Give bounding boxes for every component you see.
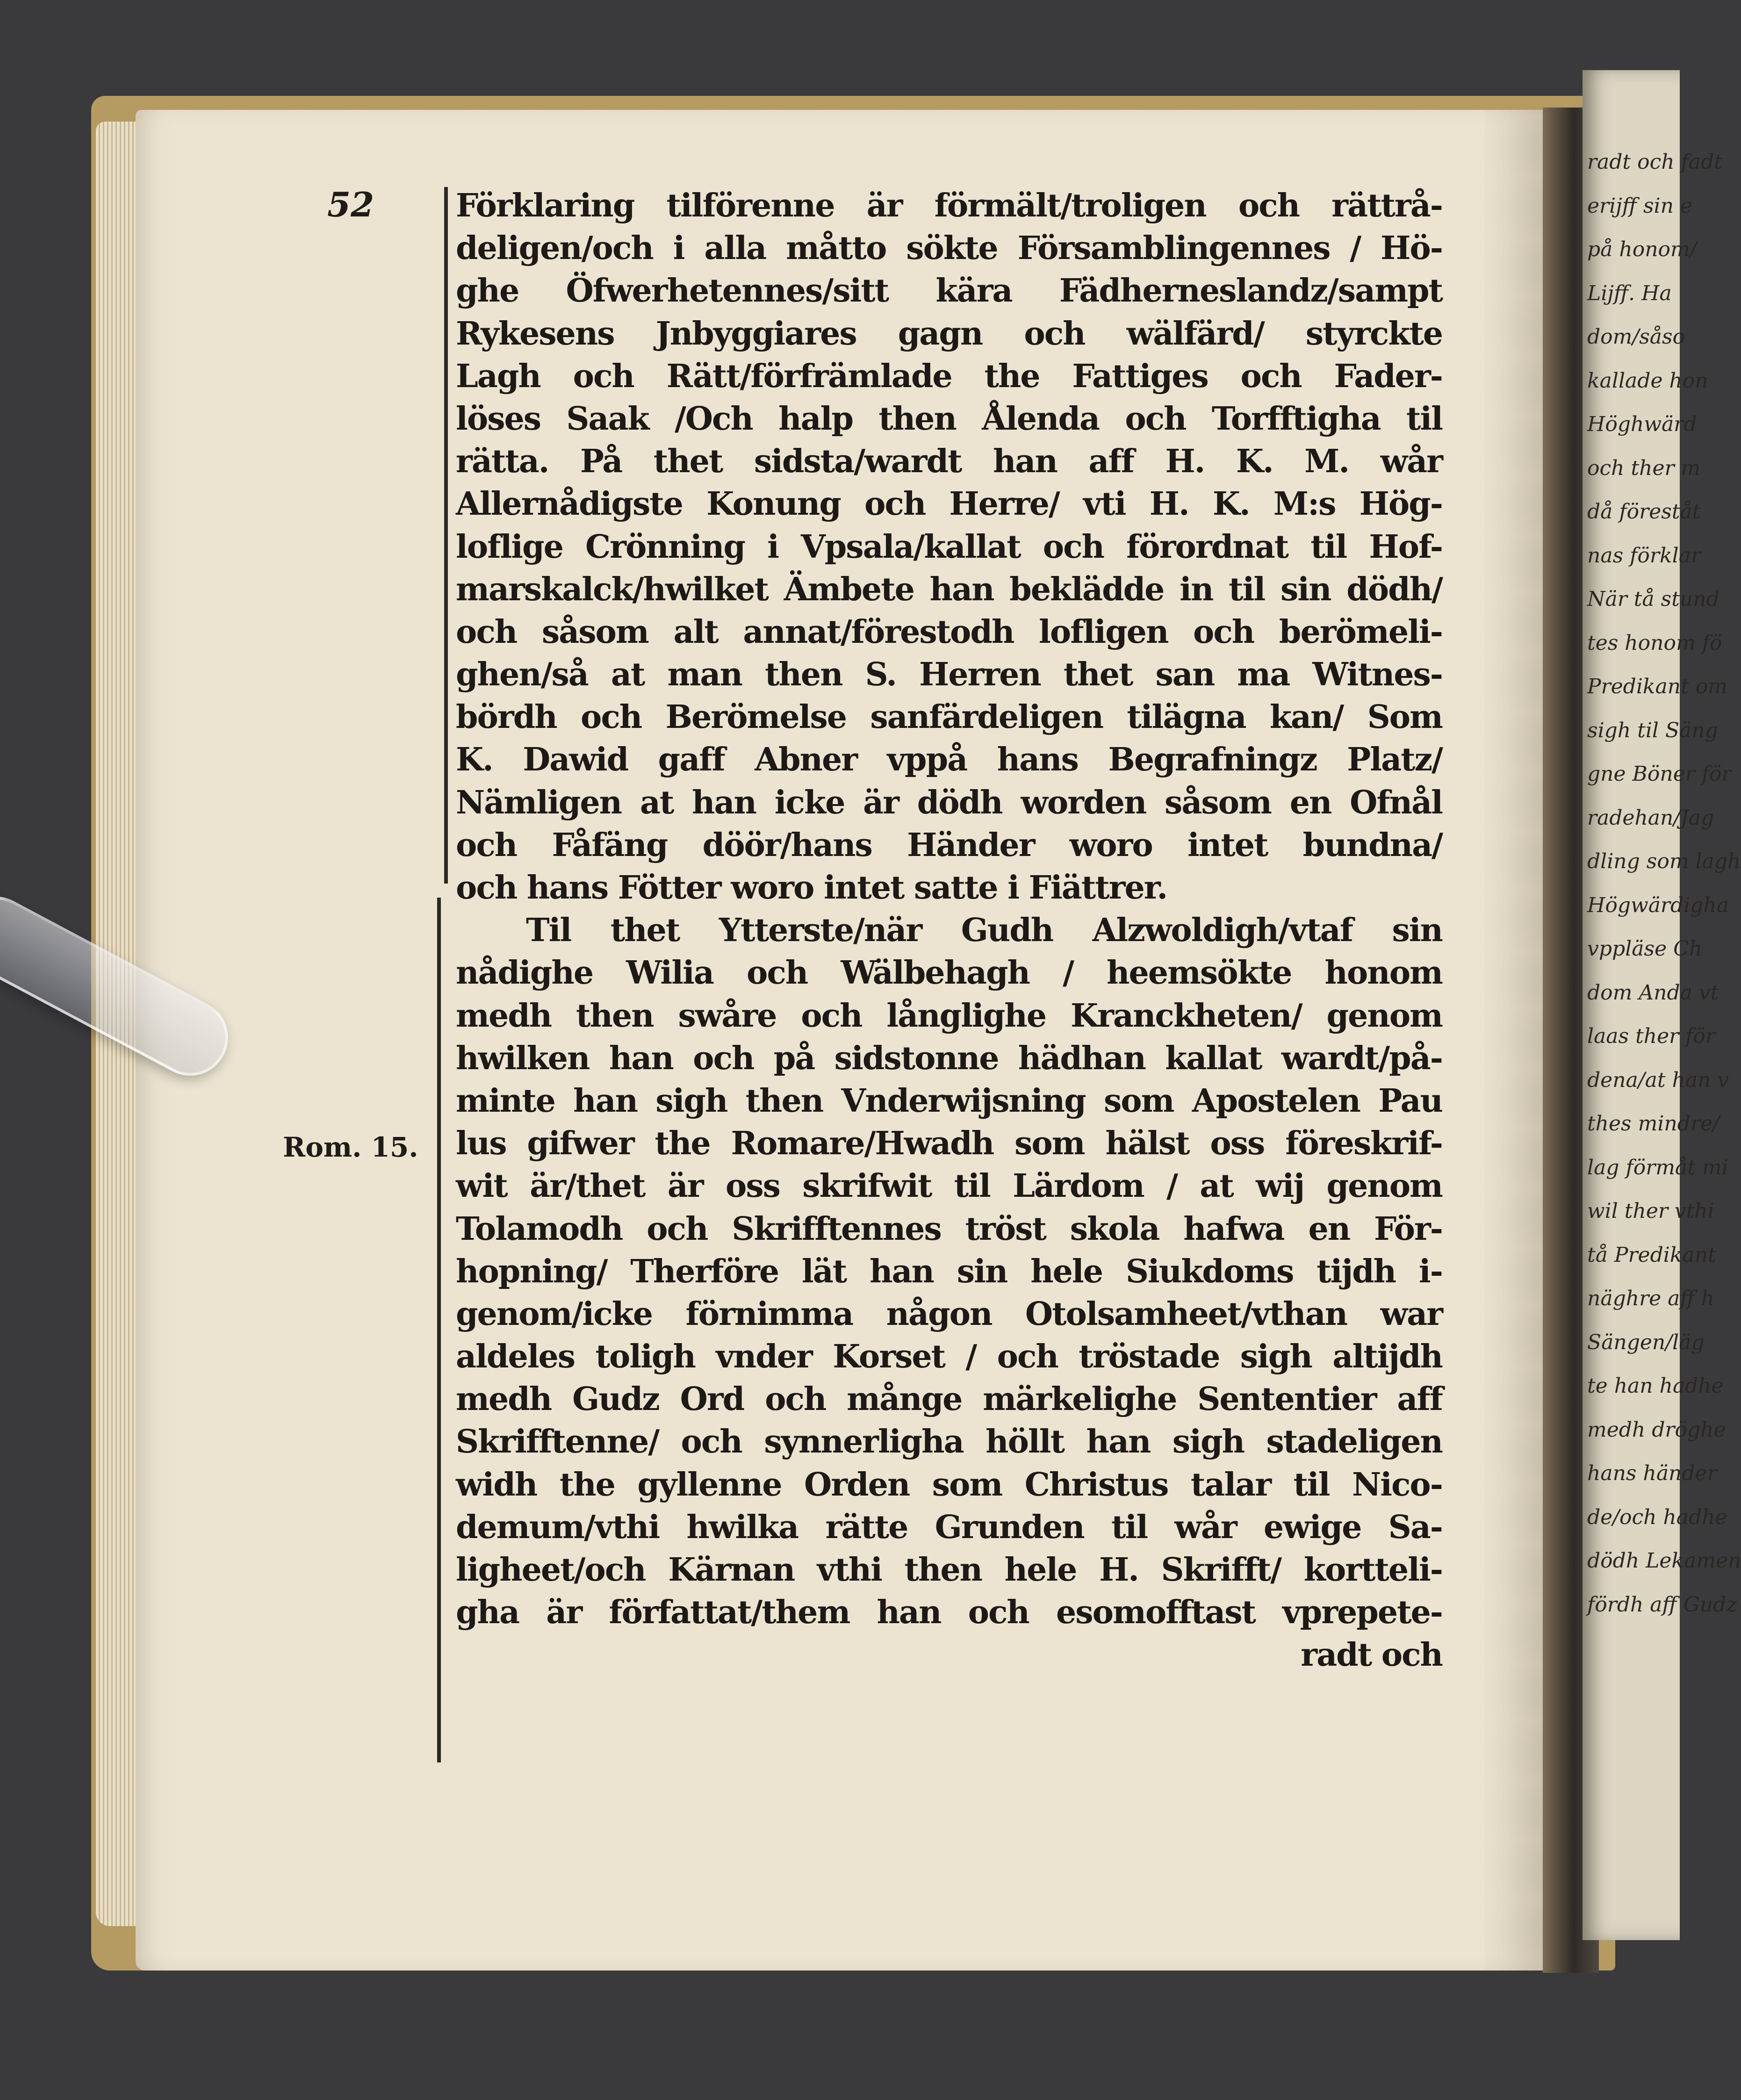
text-line: minte han sigh then Vnderwijsning som Apostelen Pau bbox=[456, 1082, 1442, 1120]
right-page-line: erijff sin e bbox=[1587, 194, 1692, 218]
text-line: Nämligen at han icke är dödh worden såsom en Ofnål bbox=[456, 784, 1442, 821]
right-page-line: lag förmåt mi bbox=[1587, 1155, 1728, 1179]
text-line-paragraph-start: Til thet Ytterste/när Gudh Alzwoldigh/vtaf sin bbox=[526, 912, 1442, 949]
text-line: medh then swåre och långlighe Kranckheten/ genom bbox=[456, 997, 1442, 1035]
right-page-line: tes honom fö bbox=[1587, 631, 1722, 655]
right-page-line: Lijff. Ha bbox=[1587, 281, 1672, 305]
text-line: Rykesens Jnbyggiares gagn och wälfärd/ styrckte bbox=[456, 315, 1442, 352]
margin-reference-note: Rom. 15. bbox=[283, 1131, 418, 1163]
text-line: K. Dawid gaff Abner vppå hans Begrafningz Platz/ bbox=[456, 741, 1442, 779]
text-line: lus gifwer the Romare/Hwadh som hälst oss föreskrif- bbox=[456, 1125, 1442, 1163]
right-page-line: laas ther för bbox=[1587, 1024, 1715, 1048]
text-line: bördh och Berömelse sanfärdeligen tilägna kan/ Som bbox=[456, 698, 1442, 736]
right-page-line: dödh Lekamen bbox=[1587, 1549, 1741, 1573]
right-page-line: Höghwärd bbox=[1587, 412, 1697, 436]
right-page-line: te han hadhe bbox=[1587, 1374, 1724, 1398]
text-line: medh Gudz Ord och månge märkelighe Sententier aff bbox=[456, 1381, 1442, 1418]
text-line: löses Saak /Och halp then Ålenda och Torfftigha til bbox=[456, 400, 1442, 438]
right-page-line: dom Anda vt bbox=[1587, 980, 1719, 1005]
right-page-line: de/och hadhe bbox=[1587, 1505, 1727, 1529]
text-line-paragraph-end: och hans Fötter woro intet satte i Fiättrer. bbox=[456, 869, 1167, 906]
catchword: radt och bbox=[1301, 1636, 1442, 1674]
page-number: 52 bbox=[327, 185, 374, 224]
right-page-line: sigh til Säng bbox=[1587, 718, 1718, 742]
text-line: Förklaring tilförenne är förmält/troligen och rättrå- bbox=[456, 187, 1442, 224]
right-page-line: vppläse Ch bbox=[1587, 937, 1703, 961]
margin-rule-upper bbox=[444, 187, 448, 884]
right-page-line: tå Predikant bbox=[1587, 1243, 1716, 1267]
text-line: Tolamodh och Skrifftennes tröst skola hafwa en För- bbox=[456, 1210, 1442, 1248]
text-line: hopning/ Therföre lät han sin hele Siukdoms tijdh i- bbox=[456, 1252, 1442, 1290]
text-line: deligen/och i alla måtto sökte Församblingennes / Hö- bbox=[456, 230, 1442, 267]
text-line: wit är/thet är oss skrifwit til Lärdom / at wij genom bbox=[456, 1167, 1442, 1205]
right-page-line: dom/såso bbox=[1587, 325, 1685, 349]
right-page-line: thes mindre/ bbox=[1587, 1112, 1719, 1136]
right-page-line: radt och fadt bbox=[1587, 150, 1722, 174]
right-page-line: När tå stund bbox=[1587, 587, 1719, 611]
right-page-line: då föreståt bbox=[1587, 500, 1701, 524]
right-page-line: Predikant om bbox=[1587, 675, 1728, 698]
text-line: genom/icke förnimma någon Otolsamheet/vthan war bbox=[456, 1295, 1442, 1333]
right-page-line: hans händer bbox=[1587, 1461, 1717, 1485]
right-page-line: kallade hon bbox=[1587, 368, 1708, 393]
right-page-line: dena/at han v bbox=[1587, 1068, 1729, 1092]
text-line: ligheet/och Kärnan vthi then hele H. Skrifft/ kortteli- bbox=[456, 1551, 1442, 1589]
text-line: ghe Öfwerhetennes/sitt kära Fädherneslandz/sampt bbox=[456, 272, 1442, 310]
text-line: hwilken han och på sidstonne hädhan kallat wardt/på- bbox=[456, 1039, 1442, 1077]
right-page-line: näghre aff h bbox=[1587, 1287, 1714, 1310]
text-line: Allernådigste Konung och Herre/ vti H. K. M:s Hög- bbox=[456, 485, 1442, 523]
page-body-text bbox=[456, 185, 1442, 1677]
right-page-line: nas förklar bbox=[1587, 543, 1701, 568]
margin-rule-lower bbox=[437, 898, 441, 1762]
text-line: loflige Crönning i Vpsala/kallat och förordnat til Hof- bbox=[456, 528, 1442, 566]
text-line: aldeles toligh vnder Korset / och tröstade sigh altijdh bbox=[456, 1338, 1442, 1376]
right-page-line: radehan/Jag bbox=[1587, 805, 1714, 830]
text-line: och Fåfäng döör/hans Händer woro intet bundna/ bbox=[456, 826, 1442, 864]
text-line: Skrifftenne/ och synnerligha höllt han sigh stadeligen bbox=[456, 1423, 1442, 1461]
text-line: widh the gyllenne Orden som Christus talar til Nico- bbox=[456, 1466, 1442, 1503]
text-line: gha är författat/them han och esomofftast vprepete- bbox=[456, 1594, 1442, 1632]
right-page-line: wil ther vthi bbox=[1587, 1199, 1714, 1223]
right-page-line: fördh aff Gudz bbox=[1587, 1592, 1737, 1617]
right-page-line: gne Böner för bbox=[1587, 762, 1732, 786]
text-line: marskalck/hwilket Ämbete han beklädde in til sin dödh/ bbox=[456, 570, 1442, 608]
text-line: nådighe Wilia och Wälbehagh / heemsökte honom bbox=[456, 954, 1442, 992]
text-line: och såsom alt annat/förestodh lofligen och berömeli- bbox=[456, 613, 1442, 651]
right-page-line: Sängen/läg bbox=[1587, 1330, 1705, 1354]
right-page-text bbox=[1587, 140, 1741, 1626]
right-page-line: dling som lagh bbox=[1587, 849, 1741, 873]
right-page-line: medh dröghe bbox=[1587, 1417, 1726, 1442]
text-line: Lagh och Rätt/förfrämlade the Fattiges och Fader- bbox=[456, 357, 1442, 395]
right-page-line: och ther m bbox=[1587, 456, 1701, 480]
text-line: ghen/så at man then S. Herren thet san ma Witnes- bbox=[456, 656, 1442, 694]
right-page-line: på honom/ bbox=[1587, 237, 1697, 261]
text-line: demum/vthi hwilka rätte Grunden til wår ewige Sa- bbox=[456, 1508, 1442, 1546]
right-page-line: Högwärdigha bbox=[1587, 893, 1729, 917]
text-line: rätta. På thet sidsta/wardt han aff H. K. M. wår bbox=[456, 443, 1442, 481]
